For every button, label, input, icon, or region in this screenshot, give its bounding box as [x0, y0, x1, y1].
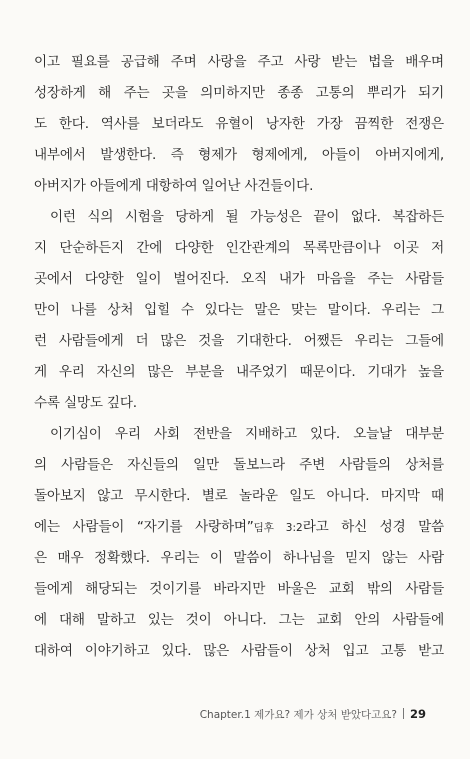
text-line: 도 한다. 역사를 보더라도 유혈이 낭자한 가장 끔찍한 전쟁은	[34, 116, 444, 132]
body-text	[34, 47, 444, 667]
text-line: 의 사람들은 자신들의 일만 돌보느라 주변 사람들의 상처를	[34, 457, 444, 473]
text-line: 곳에서 다양한 일이 벌어진다. 오직 내가 마음을 주는 사람들	[34, 271, 444, 287]
text-line: 런 사람들에게 더 많은 것을 기대한다. 어쨌든 우리는 그들에	[34, 333, 444, 349]
text-line: 에 대해 말하고 있는 것이 아니다. 그는 교회 안의 사람들에	[34, 612, 444, 628]
text-line: 아버지가 아들에게 대항하여 일어난 사건들이다.	[34, 178, 314, 194]
text-line: 은 매우 정확했다. 우리는 이 말씀이 하나님을 믿지 않는 사람	[34, 550, 444, 566]
chapter-title: 제가요? 제가 상처 받았다고요?	[254, 709, 397, 721]
text-line: 이런 식의 시험을 당하게 될 가능성은 끝이 없다. 복잡하든	[50, 209, 444, 225]
text-line: 돌아보지 않고 무시한다. 별로 놀라운 일도 아니다. 마지막 때	[34, 488, 444, 504]
text-line: 게 우리 자신의 많은 부분을 내주었기 때문이다. 기대가 높을	[34, 364, 444, 380]
text-line: 이고 필요를 공급해 주며 사랑을 주고 사랑 받는 법을 배우며	[34, 54, 444, 70]
chapter-label: Chapter.1	[199, 709, 251, 721]
running-footer	[200, 707, 426, 722]
text-line: 만이 나를 상처 입힐 수 있다는 말은 맞는 말이다. 우리는 그	[34, 302, 444, 318]
scripture-citation: 딤후 3:2	[253, 522, 303, 534]
text-line: 내부에서 발생한다. 즉 형제가 형제에게, 아들이 아버지에게,	[34, 147, 444, 163]
text-line: 성장하게 해 주는 곳을 의미하지만 종종 고통의 뿌리가 되기	[34, 85, 444, 101]
text-line: 수록 실망도 깊다.	[34, 395, 137, 411]
text-line: 지 단순하든지 간에 다양한 인간관계의 목록만큼이나 이곳 저	[34, 240, 444, 256]
page-number: 29	[409, 707, 426, 721]
text-segment: 에는 사람들이 “자기를 사랑하며”	[34, 519, 254, 535]
text-line: 이기심이 우리 사회 전반을 지배하고 있다. 오늘날 대부분	[50, 426, 444, 442]
text-line-with-citation	[34, 512, 444, 543]
text-segment: 라고 하신 성경 말씀	[302, 519, 444, 535]
footer-divider	[403, 708, 404, 719]
text-line: 들에게 해당되는 것이기를 바라지만 바울은 교회 밖의 사람들	[34, 581, 444, 597]
text-line: 대하여 이야기하고 있다. 많은 사람들이 상처 입고 고통 받고	[34, 643, 444, 659]
